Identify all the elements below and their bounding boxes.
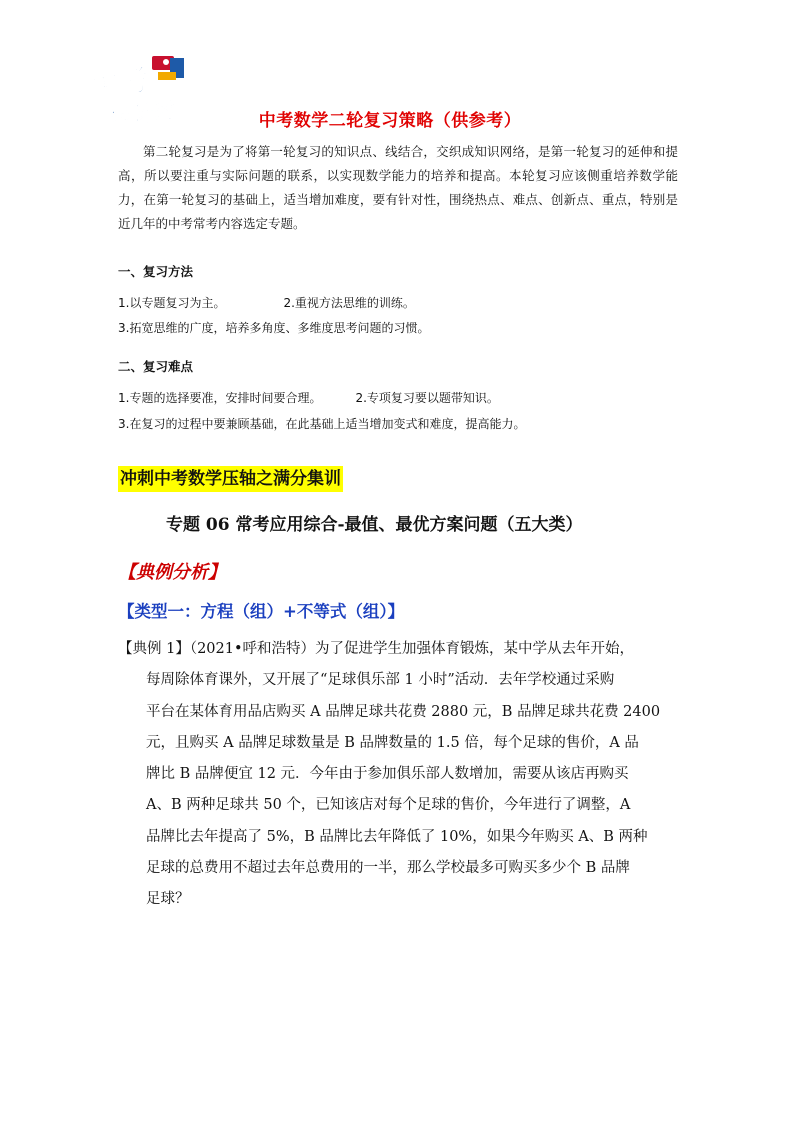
example-line: 【典例 1】（2021•呼和浩特）为了促进学生加强体育锻炼，某中学从去年开始， [118, 641, 635, 657]
difficulties-item-3: 3.在复习的过程中要兼顾基础，在此基础上适当增加变式和难度，提高能力。 [118, 417, 526, 431]
difficulties-line-1 [118, 389, 499, 406]
section-heading-difficulties: 二、复习难点 [118, 359, 194, 374]
logo-text-top: 中考 [88, 62, 152, 106]
topic-title: 专题 06 常考应用综合-最值、最优方案问题（五大类） [166, 515, 583, 535]
example-line: 足球的总费用不超过去年总费用的一半，那么学校最多可购买多少个 B 品牌 [146, 860, 630, 877]
methods-item-1: 1.以专题复习为主。 [118, 296, 226, 310]
difficulties-item-1: 1.专题的选择要准，安排时间要合理。 [118, 391, 322, 405]
intro-paragraph: 第二轮复习是为了将第一轮复习的知识点、线结合，交织成知识网络，是第一轮复习的延伸和提高，所以要注重与实际问题的联系，以实现数学能力的培养和提高。本轮复习应该侧重培养数学能力，在第一轮复习的基础上，适当增加难度，要有针对性，围绕热点、难点、创新点、重点，特别是近几年的中考常考内容选定专题。 [118, 144, 678, 231]
example-line: 元，且购买 A 品牌足球数量是 B 品牌数量的 1.5 倍，每个足球的售价，A 品 [146, 734, 639, 751]
example-line: 足球？ [146, 891, 190, 908]
logo-graphic [152, 56, 184, 80]
logo-text-bottom: 倒计时 [109, 98, 178, 126]
example-line: 牌比 B 品牌便宜 12 元．今年由于参加俱乐部人数增加，需要从该店再购买 [146, 766, 629, 783]
methods-item-2: 2.重视方法思维的训练。 [283, 296, 415, 310]
example-1 [118, 634, 684, 916]
type-heading: 【类型一：方程（组）+不等式（组）】 [118, 602, 405, 621]
difficulties-item-2: 2.专项复习要以题带知识。 [355, 391, 499, 405]
methods-item-3: 3.拓宽思维的广度，培养多角度、多维度思考问题的习惯。 [118, 321, 430, 335]
example-line: 平台在某体育用品店购买 A 品牌足球共花费 2880 元，B 品牌足球共花费 2400 [146, 703, 661, 720]
example-line: A、B 两种足球共 50 个，已知该店对每个足球的售价，今年进行了调整，A [146, 797, 631, 814]
highlight-banner: 冲刺中考数学压轴之满分集训 [118, 466, 343, 492]
document-title: 中考数学二轮复习策略（供参考） [258, 111, 522, 131]
analysis-heading: 【典例分析】 [118, 562, 226, 583]
section-heading-methods: 一、复习方法 [118, 264, 194, 279]
example-line: 每周除体育课外，又开展了“足球俱乐部 1 小时”活动．去年学校通过采购 [146, 672, 615, 689]
example-line: 品牌比去年提高了 5%，B 品牌比去年降低了 10%，如果今年购买 A、B 两种 [146, 828, 648, 845]
logo [88, 56, 210, 126]
methods-line-1 [118, 294, 415, 311]
